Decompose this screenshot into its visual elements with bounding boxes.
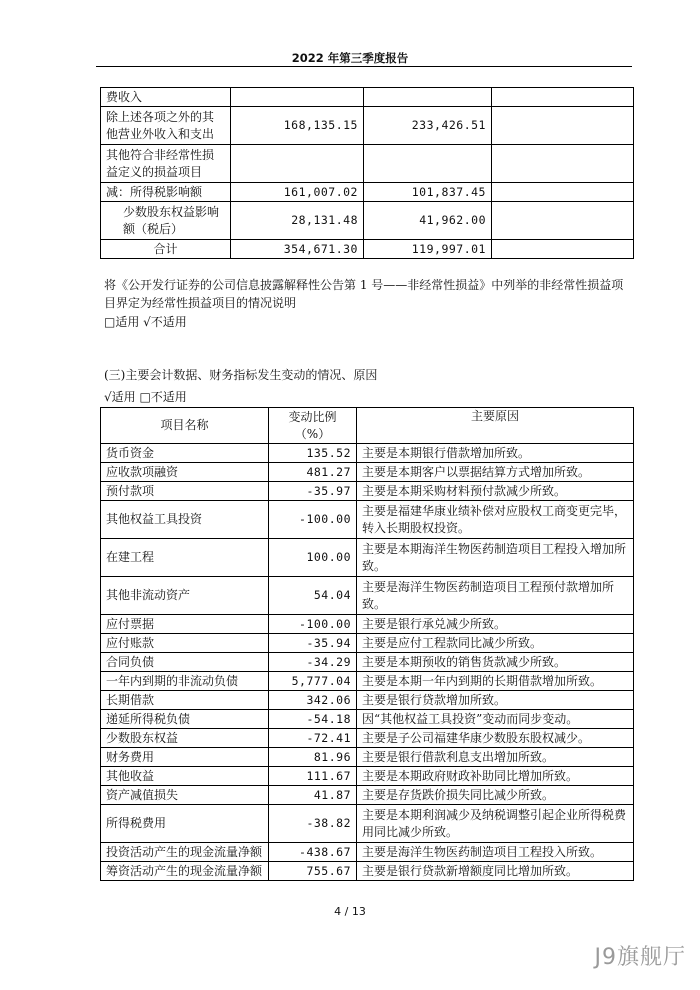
change-ratio-cell: -38.82 — [269, 805, 357, 843]
table-row — [101, 539, 634, 577]
reclassification-paragraph: 将《公开发行证券的公司信息披露解释性公告第 1 号——非经常性损益》中列举的非经常性损益项目界定为经常性损益项目的情况说明 — [104, 278, 624, 310]
note-cell — [492, 107, 634, 145]
item-name-cell: 递延所得税负债 — [101, 710, 269, 729]
item-name-cell: 预付款项 — [101, 482, 269, 501]
change-analysis-table — [100, 407, 634, 881]
note-cell — [492, 240, 634, 259]
table-row — [101, 501, 634, 539]
table-row — [101, 577, 634, 615]
reason-cell: 因“其他权益工具投资”变动而同步变动。 — [357, 710, 634, 729]
item-name-cell: 资产减值损失 — [101, 786, 269, 805]
change-ratio-cell: -34.29 — [269, 653, 357, 672]
ytd-value: 41,962.00 — [364, 202, 492, 240]
change-ratio-cell: 135.52 — [269, 444, 357, 463]
current-value: 354,671.30 — [231, 240, 364, 259]
item-name-cell: 所得税费用 — [101, 805, 269, 843]
table-row — [101, 634, 634, 653]
reason-cell: 主要是本期银行借款增加所致。 — [357, 444, 634, 463]
reason-cell: 主要是应付工程款同比减少所致。 — [357, 634, 634, 653]
table-row — [101, 805, 634, 843]
change-ratio-cell: 54.04 — [269, 577, 357, 615]
row-label: 除上述各项之外的其他营业外收入和支出 — [101, 107, 231, 145]
col-header-ratio: 变动比例（%） — [269, 408, 357, 444]
row-label: 减：所得税影响额 — [101, 183, 231, 202]
table-row — [101, 88, 634, 107]
item-name-cell: 其他收益 — [101, 767, 269, 786]
change-ratio-cell: 5,777.04 — [269, 672, 357, 691]
current-value: 28,131.48 — [231, 202, 364, 240]
item-name-cell: 在建工程 — [101, 539, 269, 577]
ytd-value: 119,997.01 — [364, 240, 492, 259]
row-label: 其他符合非经常性损益定义的损益项目 — [101, 145, 231, 183]
reason-cell: 主要是海洋生物医药制造项目工程投入所致。 — [357, 843, 634, 862]
non-recurring-items-table — [100, 87, 634, 259]
current-value — [231, 145, 364, 183]
ytd-value: 233,426.51 — [364, 107, 492, 145]
reason-cell: 主要是子公司福建华康少数股东股权减少。 — [357, 729, 634, 748]
current-value: 168,135.15 — [231, 107, 364, 145]
current-value: 161,007.02 — [231, 183, 364, 202]
table-row — [101, 240, 634, 259]
reason-cell: 主要是本期利润减少及纳税调整引起企业所得税费用同比减少所致。 — [357, 805, 634, 843]
reason-cell: 主要是银行贷款增加所致。 — [357, 691, 634, 710]
table-row — [101, 786, 634, 805]
table-row — [101, 444, 634, 463]
note-cell — [492, 88, 634, 107]
change-ratio-cell: -35.97 — [269, 482, 357, 501]
table-row — [101, 729, 634, 748]
reason-cell: 主要是存货跌价损失同比减少所致。 — [357, 786, 634, 805]
row-label: 少数股东权益影响额（税后） — [101, 202, 231, 240]
reason-cell: 主要是本期一年内到期的长期借款增加所致。 — [357, 672, 634, 691]
change-ratio-cell: -72.41 — [269, 729, 357, 748]
header-divider — [96, 66, 632, 67]
col-header-item: 项目名称 — [101, 408, 269, 444]
item-name-cell: 一年内到期的非流动负债 — [101, 672, 269, 691]
applicability-checkboxes: □适用 √不适用 — [104, 315, 187, 329]
reason-cell: 主要是本期客户以票据结算方式增加所致。 — [357, 463, 634, 482]
change-ratio-cell: 481.27 — [269, 463, 357, 482]
reason-cell: 主要是银行承兑减少所致。 — [357, 615, 634, 634]
table-row — [101, 691, 634, 710]
current-value — [231, 88, 364, 107]
table-header-row — [101, 408, 634, 444]
item-name-cell: 少数股东权益 — [101, 729, 269, 748]
table-row — [101, 710, 634, 729]
row-label: 合计 — [101, 240, 231, 259]
table-row — [101, 748, 634, 767]
item-name-cell: 长期借款 — [101, 691, 269, 710]
change-ratio-cell: 100.00 — [269, 539, 357, 577]
item-name-cell: 投资活动产生的现金流量净额 — [101, 843, 269, 862]
table-row — [101, 862, 634, 881]
report-header-title: 2022 年第三季度报告 — [291, 51, 409, 65]
note-cell — [492, 183, 634, 202]
item-name-cell: 应付票据 — [101, 615, 269, 634]
watermark-logo-text: J9旗舰厅 — [594, 945, 686, 970]
item-name-cell: 合同负债 — [101, 653, 269, 672]
section-applicability-checkboxes: √适用 □不适用 — [104, 390, 187, 404]
change-ratio-cell: 81.96 — [269, 748, 357, 767]
item-name-cell: 应收款项融资 — [101, 463, 269, 482]
change-ratio-cell: -100.00 — [269, 615, 357, 634]
reason-cell: 主要是本期采购材料预付款减少所致。 — [357, 482, 634, 501]
reason-cell: 主要是本期政府财政补助同比增加所致。 — [357, 767, 634, 786]
item-name-cell: 其他权益工具投资 — [101, 501, 269, 539]
ytd-value: 101,837.45 — [364, 183, 492, 202]
item-name-cell: 筹资活动产生的现金流量净额 — [101, 862, 269, 881]
row-label: 费收入 — [101, 88, 231, 107]
change-ratio-cell: 755.67 — [269, 862, 357, 881]
change-ratio-cell: 111.67 — [269, 767, 357, 786]
table-row — [101, 653, 634, 672]
table-row — [101, 463, 634, 482]
col-header-reason: 主要原因 — [357, 408, 634, 444]
table-row — [101, 107, 634, 145]
reason-cell: 主要是银行借款利息支出增加所致。 — [357, 748, 634, 767]
reason-cell: 主要是海洋生物医药制造项目工程预付款增加所致。 — [357, 577, 634, 615]
table-row — [101, 183, 634, 202]
ytd-value — [364, 145, 492, 183]
table-row — [101, 843, 634, 862]
note-cell — [492, 145, 634, 183]
item-name-cell: 财务费用 — [101, 748, 269, 767]
page-number: 4 / 13 — [334, 905, 366, 918]
section-heading: (三)主要会计数据、财务指标发生变动的情况、原因 — [104, 368, 378, 382]
reason-cell: 主要是福建华康业绩补偿对应股权工商变更完毕，转入长期股权投资。 — [357, 501, 634, 539]
change-ratio-cell: -54.18 — [269, 710, 357, 729]
table-row — [101, 202, 634, 240]
ytd-value — [364, 88, 492, 107]
table-row — [101, 482, 634, 501]
item-name-cell: 其他非流动资产 — [101, 577, 269, 615]
table-row — [101, 145, 634, 183]
table-row — [101, 767, 634, 786]
change-ratio-cell: -438.67 — [269, 843, 357, 862]
reason-cell: 主要是银行贷款新增额度同比增加所致。 — [357, 862, 634, 881]
table-row — [101, 615, 634, 634]
change-ratio-cell: -100.00 — [269, 501, 357, 539]
reason-cell: 主要是本期预收的销售货款减少所致。 — [357, 653, 634, 672]
table-row — [101, 672, 634, 691]
change-ratio-cell: -35.94 — [269, 634, 357, 653]
change-ratio-cell: 342.06 — [269, 691, 357, 710]
reason-cell: 主要是本期海洋生物医药制造项目工程投入增加所致。 — [357, 539, 634, 577]
item-name-cell: 应付账款 — [101, 634, 269, 653]
note-cell — [492, 202, 634, 240]
item-name-cell: 货币资金 — [101, 444, 269, 463]
change-ratio-cell: 41.87 — [269, 786, 357, 805]
